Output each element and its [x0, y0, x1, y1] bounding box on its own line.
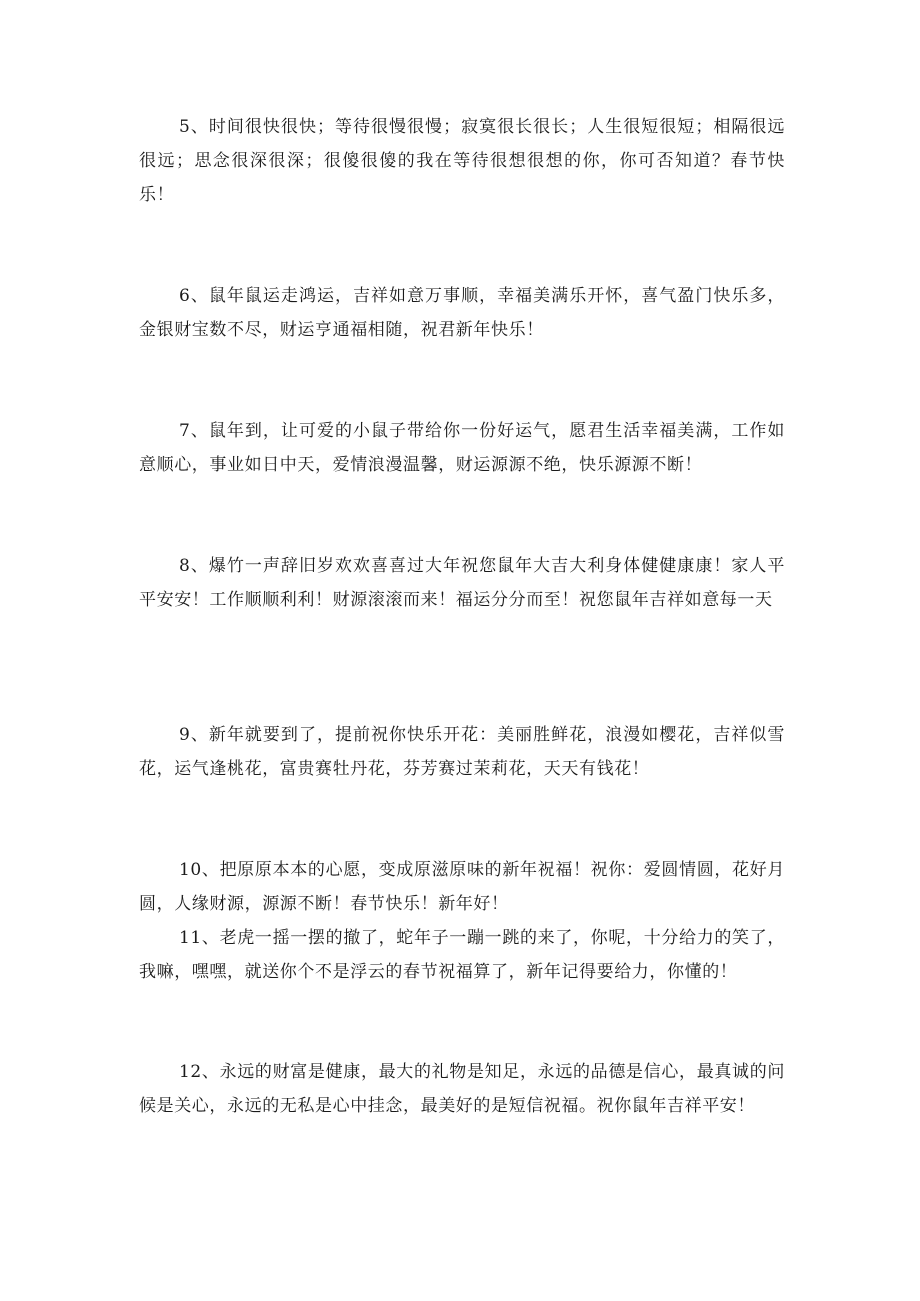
greeting-paragraph-10: 10、把原原本本的心愿，变成原滋原味的新年祝福！祝你：爱圆情圆，花好月圆，人缘财源，源源不断！春节快乐！新年好！: [139, 860, 785, 914]
greeting-paragraph-5: 5、时间很快很快；等待很慢很慢；寂寞很长很长；人生很短很短；相隔很远很远；思念很深很深；很傻很傻的我在等待很想很想的你，你可否知道？春节快乐！: [139, 117, 785, 205]
greeting-paragraph-11: 11、老虎一摇一摆的撤了，蛇年子一蹦一跳的来了，你呢，十分给力的笑了，我嘛，嘿嘿，就送你个不是浮云的春节祝福算了，新年记得要给力，你懂的！: [139, 928, 785, 982]
greeting-paragraph-9: 9、新年就要到了，提前祝你快乐开花：美丽胜鲜花，浪漫如樱花，吉祥似雪花，运气逢桃花，富贵赛牡丹花，芬芳赛过茉莉花，天天有钱花！: [139, 725, 785, 779]
greeting-paragraph-12: 12、永远的财富是健康，最大的礼物是知足，永远的品德是信心，最真诚的问候是关心，永远的无私是心中挂念，最美好的是短信祝福。祝你鼠年吉祥平安！: [139, 1062, 785, 1116]
greeting-paragraph-8: 8、爆竹一声辞旧岁欢欢喜喜过大年祝您鼠年大吉大利身体健健康康！家人平平安安！工作顺顺利利！财源滚滚而来！福运分分而至！祝您鼠年吉祥如意每一天: [139, 556, 785, 610]
greeting-paragraph-6: 6、鼠年鼠运走鸿运，吉祥如意万事顺，幸福美满乐开怀，喜气盈门快乐多，金银财宝数不尽，财运亨通福相随，祝君新年快乐！: [139, 286, 785, 340]
greeting-paragraph-7: 7、鼠年到，让可爱的小鼠子带给你一份好运气，愿君生活幸福美满，工作如意顺心，事业如日中天，爱情浪漫温馨，财运源源不绝，快乐源源不断！: [139, 421, 785, 475]
